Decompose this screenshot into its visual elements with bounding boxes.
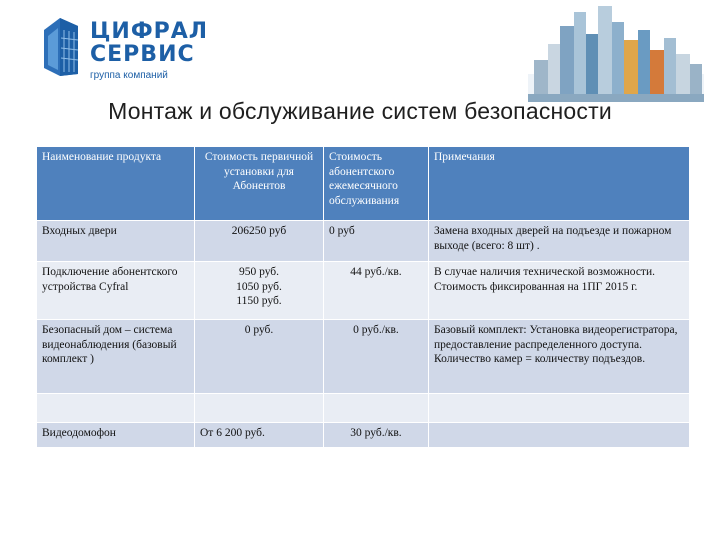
page-title: Монтаж и обслуживание систем безопасности: [108, 98, 612, 124]
table-cell: 0 руб: [324, 221, 429, 262]
table-cell: 950 руб. 1050 руб. 1150 руб.: [195, 262, 324, 320]
table-cell: Безопасный дом – система видеонаблюдения (базовый комплект ): [37, 320, 195, 394]
table-cell: [429, 423, 690, 448]
table-row: [37, 221, 690, 262]
services-table: [36, 146, 690, 448]
column-header-monthly-cost: Стоимость абонентского ежемесячного обслуживания: [324, 147, 429, 221]
table-cell: 0 руб.: [195, 320, 324, 394]
table-cell: От 6 200 руб.: [195, 423, 324, 448]
table-cell: Замена входных дверей на подъезде и пожарном выходе (всего: 8 шт) .: [429, 221, 690, 262]
logo-text-line1: ЦИФРАЛ: [90, 19, 209, 44]
table-row: [37, 262, 690, 320]
table-cell: Базовый комплект: Установка видеорегистратора, предоставление распределенного доступа. Количество камер = количеству подъездов.: [429, 320, 690, 394]
table-cell: Входных двери: [37, 221, 195, 262]
table-row: [37, 394, 690, 423]
table-cell: 0 руб./кв.: [324, 320, 429, 394]
company-logo: [42, 16, 209, 81]
table-cell: 30 руб./кв.: [324, 423, 429, 448]
table-row: [37, 423, 690, 448]
table-header-row: [37, 147, 690, 221]
logo-text-line2: СЕРВИС: [90, 42, 195, 67]
table-cell: 44 руб./кв.: [324, 262, 429, 320]
table-cell: [37, 394, 195, 423]
column-header-install-cost: Стоимость первичной установки для Абонентов: [195, 147, 324, 221]
table-cell: [195, 394, 324, 423]
column-header-notes: Примечания: [429, 147, 690, 221]
table-row: [37, 320, 690, 394]
table-cell: 206250 руб: [195, 221, 324, 262]
table-cell: В случае наличия технической возможности. Стоимость фиксированная на 1ПГ 2015 г.: [429, 262, 690, 320]
table-cell: Видеодомофон: [37, 423, 195, 448]
column-header-product: Наименование продукта: [37, 147, 195, 221]
city-skyline-image: [528, 4, 704, 102]
table-cell: [324, 394, 429, 423]
building-logo-icon: [42, 16, 80, 76]
logo-tagline: группа компаний: [90, 70, 168, 81]
table-cell: [429, 394, 690, 423]
table-cell: Подключение абонентского устройства Cyfral: [37, 262, 195, 320]
